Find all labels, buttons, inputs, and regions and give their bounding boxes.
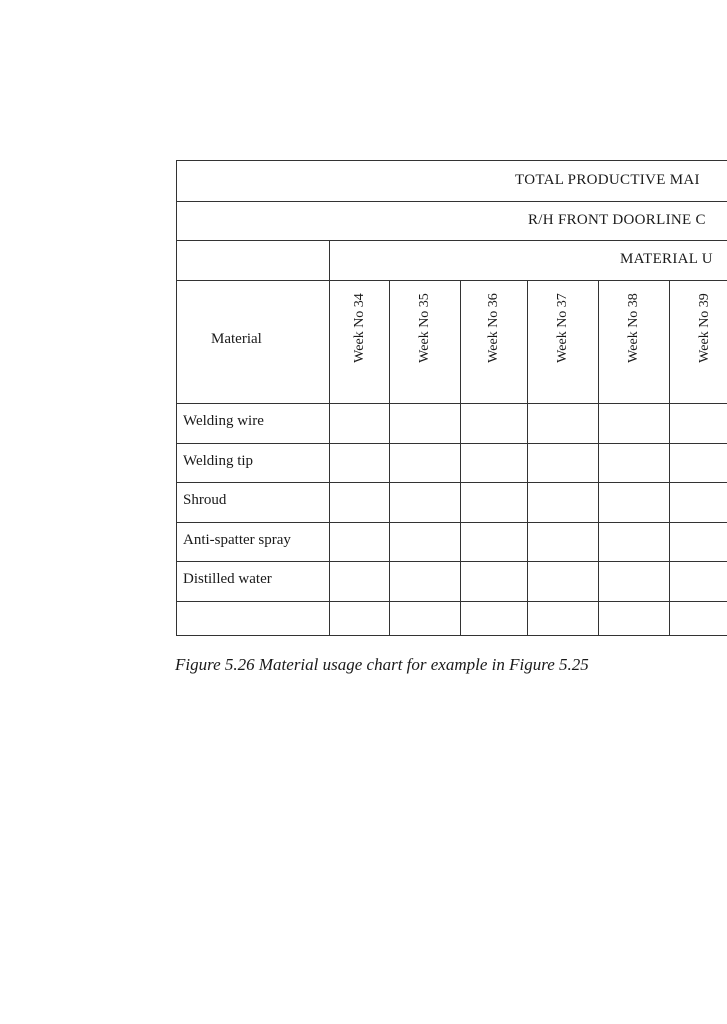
table-rule [176,201,727,202]
week-header: Week No 39 [696,292,712,363]
table-rule [176,443,727,444]
table-rule [176,635,727,636]
table-rule [176,160,177,636]
material-row-label: Distilled water [183,571,272,587]
material-row-label: Welding tip [183,453,254,469]
week-header: Week No 38 [625,292,641,363]
group-header: MATERIAL U [620,251,713,267]
table-rule [176,522,727,523]
material-row-label: Welding wire [183,413,264,429]
table-rule [176,160,727,161]
material-row-label: Anti-spatter spray [183,532,291,548]
table-subtitle: R/H FRONT DOORLINE C [528,212,706,228]
table-rule [176,280,727,281]
week-header: Week No 34 [351,292,367,363]
table-rule [176,482,727,483]
table-rule [176,403,727,404]
table-rule [176,240,727,241]
week-header: Week No 35 [416,292,432,363]
table-rule [176,561,727,562]
figure-caption: Figure 5.26 Material usage chart for example in Figure 5.25 [175,655,589,674]
material-row-label: Shroud [183,492,227,508]
material-header: Material [211,331,262,347]
table-rule [176,601,727,602]
week-header: Week No 37 [554,292,570,363]
week-header: Week No 36 [486,292,502,363]
table-title: TOTAL PRODUCTIVE MAI [515,172,700,188]
